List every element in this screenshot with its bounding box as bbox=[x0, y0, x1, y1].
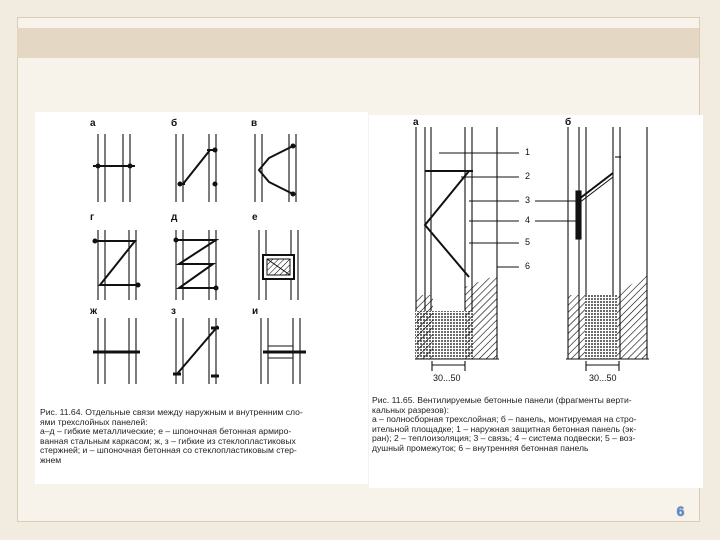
callout-number: 6 bbox=[525, 261, 531, 271]
panel-label: а bbox=[413, 117, 419, 128]
section-b-drawing bbox=[566, 127, 649, 371]
figure-11-64-caption: Рис. 11.64. Отдельные связи между наружным и внутренним сло- ями трехслойных панелей: а–д – гибкие металлические; е – шпоночная бетонная армиро- ванная стальным каркасом; ж, з – гибкие из стеклопластиковых стержней; и – шпоночная бетонная со стеклопластиковым стер- жнем bbox=[40, 407, 303, 465]
panel-label: з bbox=[171, 306, 176, 317]
section-a-drawing bbox=[415, 127, 499, 371]
dimension-label: 30...50 bbox=[589, 373, 617, 383]
callout-number: 4 bbox=[525, 215, 531, 225]
panel-label: а bbox=[90, 118, 96, 129]
panel-a-drawing bbox=[93, 134, 135, 202]
figure-11-65-caption: Рис. 11.65. Вентилируемые бетонные панели (фрагменты верти- кальных разрезов): а – полносборная трехслойная; б – панель, монтируемая на стро- ительной площадке; 1 – наружная защитная бетонная панель (эк- ран); 2 – теплоизоляция; 3 – связь; 4 – система подвески; 5 – воз- душный промежуток; 6 – внутренняя бетонная панель bbox=[372, 395, 637, 453]
page-number-badge: 6 bbox=[676, 503, 685, 519]
callout-number: 3 bbox=[525, 195, 531, 205]
dimension-label: 30...50 bbox=[433, 373, 461, 383]
panel-label: б bbox=[171, 118, 178, 129]
callout-number: 1 bbox=[525, 147, 531, 157]
panel-label: ж bbox=[90, 306, 98, 317]
panel-label: в bbox=[251, 118, 258, 129]
callout-number: 2 bbox=[525, 171, 531, 181]
panel-i-drawing bbox=[261, 318, 306, 384]
panel-d-drawing bbox=[174, 230, 218, 300]
figure-11-64 bbox=[35, 112, 368, 484]
panel-label: д bbox=[171, 212, 178, 223]
figure-11-65 bbox=[369, 115, 703, 488]
panel-g-drawing bbox=[93, 230, 140, 300]
panel-label: б bbox=[565, 117, 572, 128]
slide-header-band bbox=[17, 28, 699, 58]
panel-label: г bbox=[90, 212, 95, 223]
panel-z-drawing bbox=[173, 318, 219, 384]
panel-v-drawing bbox=[255, 134, 296, 202]
panel-label: е bbox=[252, 212, 258, 223]
panel-e-drawing bbox=[259, 230, 298, 300]
panel-b-drawing bbox=[176, 134, 217, 202]
panel-label: и bbox=[252, 306, 259, 317]
callout-number: 5 bbox=[525, 237, 531, 247]
panel-zh-drawing bbox=[93, 318, 140, 384]
